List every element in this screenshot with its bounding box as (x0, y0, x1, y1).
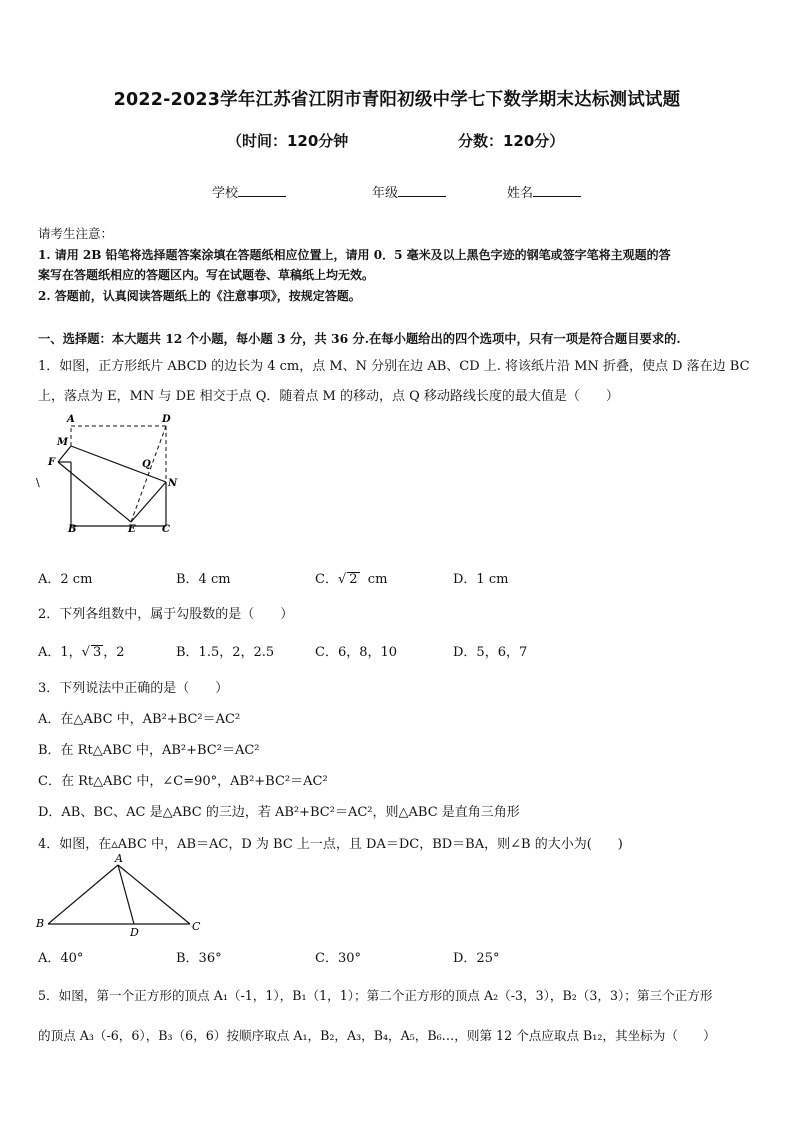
q4-option-b[interactable]: B．36° (176, 951, 222, 966)
q2-stem: 2．下列各组数中，属于勾股数的是（ ） (38, 607, 294, 622)
q2-option-b[interactable]: B．1.5，2，2.5 (176, 645, 275, 660)
q4-option-c[interactable]: C．30° (315, 951, 361, 966)
grade-blank[interactable] (398, 184, 446, 197)
q5-stem-line2: 的顶点 A₃（-6，6），B₃（6，6）按顺序取点 A₁，B₂，A₃，B₄，A₅，B₆…，则第 12 个点应取点 B₁₂，其坐标为（ ） (38, 1028, 716, 1043)
edge-fe (58, 462, 131, 522)
label-a: A (115, 852, 123, 865)
grade-label: 年级 (372, 186, 399, 201)
q1-option-b[interactable]: B．4 cm (176, 572, 231, 587)
q1-option-c[interactable] (315, 568, 387, 587)
q1-figure (30, 410, 190, 540)
q3-option-a[interactable]: A．在△ABC 中，AB²+BC²＝AC² (38, 712, 241, 727)
label-a: A (67, 414, 75, 425)
q4-option-d[interactable]: D．25° (453, 951, 500, 966)
sqrt-icon: √ (81, 645, 90, 660)
label-c: C (192, 920, 201, 933)
stray-mark: \ (36, 476, 40, 489)
label-n: N (168, 478, 178, 489)
edge-ad (118, 865, 134, 924)
name-field (507, 182, 581, 201)
q3-stem: 3．下列说法中正确的是（ ） (38, 681, 229, 696)
q2-option-c[interactable]: C．6，8，10 (315, 645, 398, 660)
notice-item1-line1: 1. 请用 2B 铅笔将选择题答案涂填在答题纸相应位置上，请用 0．5 毫米及以上黑色字迹的钢笔或签字笔将主观题的答 (38, 248, 671, 262)
edge-ac (118, 865, 190, 924)
q3-option-b[interactable]: B．在 Rt△ABC 中，AB²+BC²＝AC² (38, 743, 260, 758)
label-b: B (36, 917, 45, 930)
label-q: Q (142, 459, 151, 470)
q2-option-a-suffix: ，2 (103, 645, 125, 660)
name-label: 姓名 (507, 186, 534, 201)
label-e: E (128, 524, 136, 535)
q1-option-a[interactable]: A．2 cm (38, 572, 93, 587)
dashed-de (131, 426, 166, 522)
label-m: M (57, 437, 69, 448)
q1-option-c-suffix: cm (367, 572, 388, 587)
school-field (212, 182, 286, 201)
notice-item1-line2: 案写在答题纸相应的答题区内。写在试题卷、草稿纸上均无效。 (38, 268, 375, 282)
q2-option-a[interactable] (38, 641, 125, 660)
q2-option-a-radicand: 3 (92, 645, 102, 660)
q1-option-c-radicand: 2 (349, 572, 358, 587)
edge-en (131, 482, 166, 522)
exam-score: 分数：120分） (458, 132, 565, 150)
q1-stem-line1: 1．如图，正方形纸片 ABCD 的边长为 4 cm，点 M、N 分别在边 AB、CD 上. 将该纸片沿 MN 折叠，使点 D 落在边 BC (38, 359, 750, 374)
q2-option-d[interactable]: D．5，6，7 (453, 645, 528, 660)
label-f: F (48, 457, 56, 468)
notice-item2: 2. 答题前，认真阅读答题纸上的《注意事项》，按规定答题。 (38, 289, 361, 303)
label-d: D (162, 414, 171, 425)
notice-heading: 请考生注意： (38, 226, 114, 241)
label-b: B (68, 524, 77, 535)
fold-mn (71, 446, 166, 482)
name-blank[interactable] (533, 184, 581, 197)
edge-ab (48, 865, 118, 924)
q5-stem-line1: 5．如图，第一个正方形的顶点 A₁（-1，1），B₁（1，1）；第二个正方形的顶点 A₂（-3，3），B₂（3，3）；第三个正方形 (38, 988, 713, 1003)
grade-field (372, 182, 446, 201)
q3-option-c[interactable]: C．在 Rt△ABC 中，∠C=90°，AB²+BC²＝AC² (38, 774, 328, 789)
q4-option-a[interactable]: A．40° (38, 951, 84, 966)
q1-option-d[interactable]: D．1 cm (453, 572, 509, 587)
edge-fm (58, 446, 71, 462)
q3-option-d[interactable]: D．AB、BC、AC 是△ABC 的三边，若 AB²+BC²＝AC²，则△ABC 是直角三角形 (38, 805, 520, 820)
exam-time: （时间：120分钟 (227, 132, 349, 150)
sqrt-icon: √ (337, 572, 347, 587)
section1-heading: 一、选择题：本大题共 12 个小题，每小题 3 分，共 36 分.在每小题给出的四个选项中，只有一项是符合题目要求的. (38, 331, 681, 346)
q1-stem-line2: 上，落点为 E，MN 与 DE 相交于点 Q．随着点 M 的移动，点 Q 移动路线长度的最大值是（ ） (38, 389, 619, 404)
school-label: 学校 (212, 186, 239, 201)
school-blank[interactable] (238, 184, 286, 197)
page-title: 2022-2023学年江苏省江阴市青阳初级中学七下数学期末达标测试试题 (113, 90, 681, 110)
q2-option-a-prefix: A．1， (38, 645, 82, 660)
label-d: D (130, 926, 139, 939)
q4-figure (30, 852, 220, 942)
label-c: C (162, 524, 170, 535)
q4-stem: 4．如图，在▵ABC 中，AB＝AC，D 为 BC 上一点，且 DA＝DC，BD＝BA，则∠B 的大小为( ) (38, 837, 623, 852)
q1-option-c-prefix: C． (315, 572, 338, 587)
